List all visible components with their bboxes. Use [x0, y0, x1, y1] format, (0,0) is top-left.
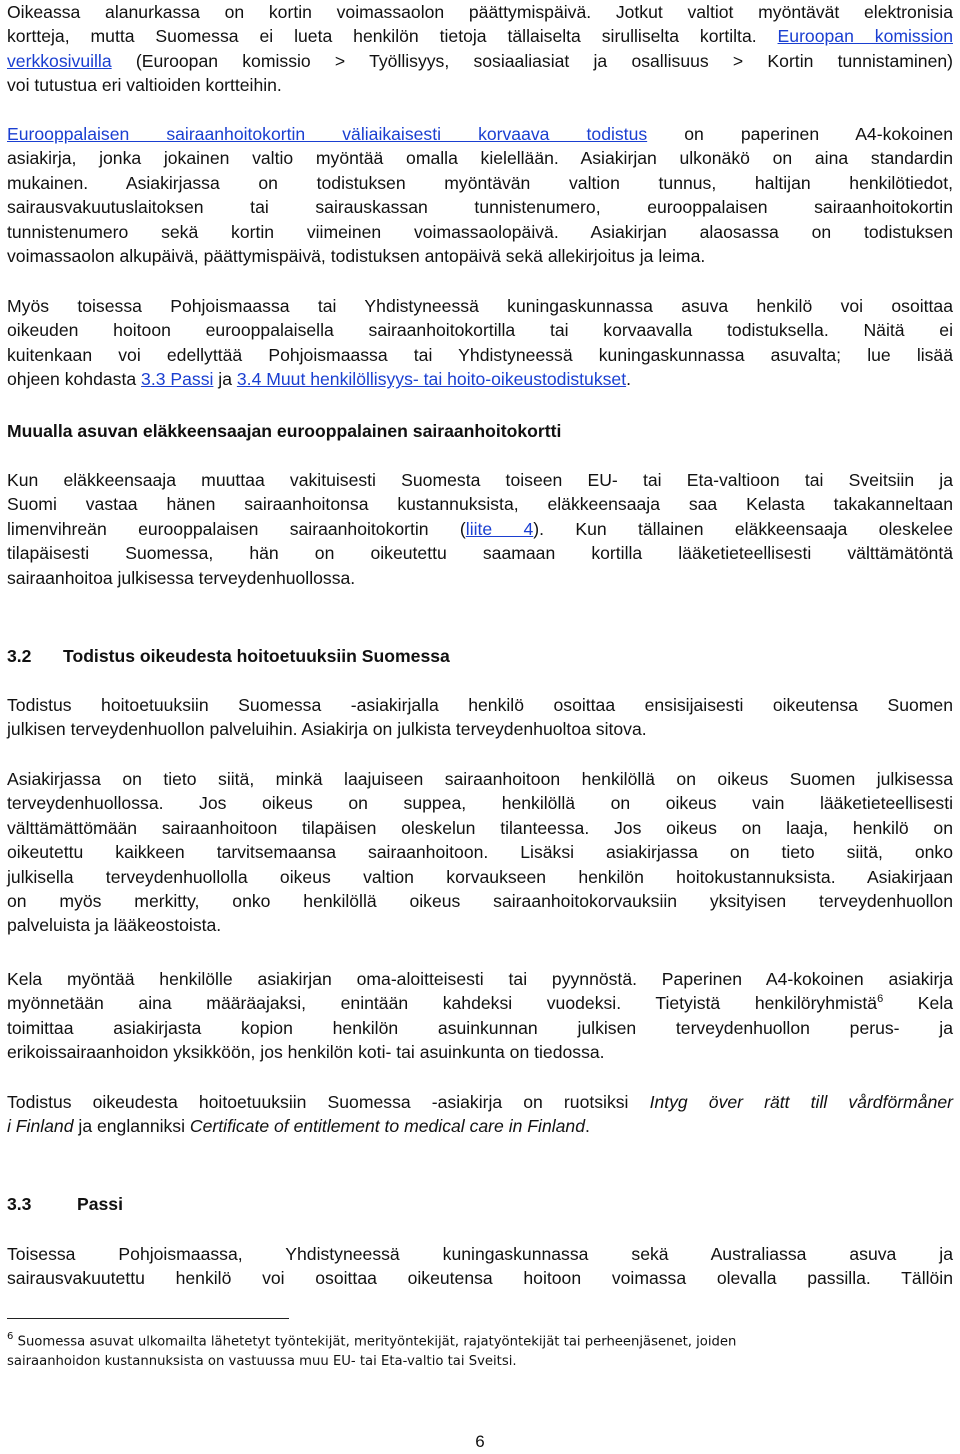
text-line: Oikeassa alanurkassa on kortin voimassaolon päättymispäivä. Jotkut valtiot myöntävät elektronisia — [7, 2, 953, 22]
text-line — [7, 122, 953, 146]
text-line: sairausvakuutuslaitoksen tai sairauskassan tunnistenumero, eurooppalaisen sairaanhoitokortin — [7, 197, 953, 218]
text-line: (Euroopan komissio > Työllisyys, sosiaaliasiat ja osallisuus > Kortin tunnistaminen) — [135, 50, 954, 71]
footnote-number: 6 — [7, 1331, 14, 1342]
pensioner-paragraph — [7, 468, 953, 590]
text-line: erikoissairaanhoidon yksikköön, jos henkilön koti- tai asuinkunta on tiedossa. — [7, 1042, 605, 1063]
text-line: sairausvakuutettu henkilö voi osoittaa oikeutensa hoitoon voimassa olevalla passilla. Tällöin — [7, 1268, 953, 1289]
text-line: julkisella terveydenhuollolla oikeus valtion korvaukseen henkilön hoitokustannuksista. Asiakirjaan — [7, 866, 953, 887]
text-line: voi tutustua eri valtioiden kortteihin. — [7, 75, 282, 96]
text-line: Asiakirjassa on tieto siitä, minkä laajuiseen sairaanhoitoon henkilöllä on oikeus Suomen julkisessa — [7, 769, 953, 789]
section-number: 3.2 — [7, 646, 32, 666]
passport-section-link[interactable]: 3.3 Passi — [141, 369, 214, 390]
text-line: ja englanniksi — [78, 1116, 186, 1137]
other-ids-section-link[interactable]: 3.4 Muut henkilöllisyys- tai hoito-oikeustodistukset — [236, 369, 627, 390]
appendix-4-link[interactable]: liite 4 — [465, 518, 534, 539]
s32-paragraph-1 — [7, 693, 953, 742]
text-line: asiakirja, jonka jokainen valtio myöntää omalla kielellään. Asiakirjan ulkonäkö on aina standardin — [7, 148, 953, 169]
text-line — [7, 49, 953, 73]
footnote-line — [7, 1328, 953, 1352]
section-title: Todistus oikeudesta hoitoetuuksiin Suomessa — [63, 646, 450, 666]
text-line — [7, 367, 953, 391]
section-title: Passi — [77, 1194, 123, 1214]
text-line: oikeutettu kaikkeen tarvitsemaansa sairaanhoitoon. Lisäksi asiakirjassa on tieto siitä, onko — [7, 842, 953, 863]
footnote — [7, 1328, 953, 1372]
eu-website-link[interactable]: verkkosivuilla — [7, 50, 112, 71]
text-line: ). Kun tällainen eläkkeensaaja oleskelee — [533, 518, 954, 539]
text-line — [7, 1114, 953, 1138]
replacement-certificate-link[interactable]: Eurooppalaisen sairaanhoitokortin väliaikaisesti korvaava todistus — [7, 124, 648, 144]
s32-paragraph-3 — [7, 967, 953, 1065]
text-line — [7, 991, 953, 1015]
text-line: limenvihreän eurooppalaisen sairaanhoitokortin ( — [7, 518, 466, 539]
text-line: ohjeen kohdasta — [7, 369, 137, 390]
text-line: terveydenhuollossa. Jos oikeus on suppea, henkilöllä on oikeus vain lääketieteellisesti — [7, 793, 953, 814]
s32-paragraph-4 — [7, 1090, 953, 1139]
nordic-paragraph — [7, 294, 953, 392]
footnote-reference[interactable]: 6 — [877, 993, 884, 1006]
certificate-paragraph — [7, 122, 953, 268]
text-line: Kun eläkkeensaaja muuttaa vakituisesti Suomesta toiseen EU- tai Eta-valtioon tai Sveitsiin ja — [7, 470, 953, 490]
text-line: mukainen. Asiakirjassa on todistuksen myöntävän valtion tunnus, haltijan henkilötiedot, — [7, 172, 953, 193]
section-number: 3.3 — [7, 1194, 32, 1214]
swedish-title: Intyg över rätt till vårdförmåner — [649, 1092, 953, 1112]
text-line: toimittaa asiakirjasta kopion henkilön asuinkunnan julkisen terveydenhuollon perus- ja — [7, 1017, 953, 1038]
text-line: . — [626, 369, 631, 390]
section-3-3-heading — [7, 1194, 123, 1215]
text-line: voimassaolon alkupäivä, päättymispäivä, todistuksen antopäivä sekä allekirjoitus ja leima. — [7, 246, 706, 267]
text-line: Suomi vastaa hänen sairaanhoitonsa kustannuksista, eläkkeensaaja saa Kelasta takakanneltaan — [7, 494, 953, 515]
english-title: Certificate of entitlement to medical care in Finland — [189, 1116, 585, 1137]
text-line: ja — [218, 369, 232, 390]
intro-paragraph — [7, 0, 953, 98]
text-line: tilapäisesti Suomessa, hän on oikeutettu saamaan kortilla lääketieteellisesti välttämätöntä — [7, 543, 953, 564]
section-3-2-heading — [7, 646, 450, 667]
swedish-title-end: i Finland — [7, 1116, 74, 1137]
s32-paragraph-2 — [7, 767, 953, 938]
text-line — [7, 24, 953, 48]
text-line: välttämättömään sairaanhoitoon tilapäisen oleskelun tilanteessa. Jos oikeus on laaja, henkilö on — [7, 817, 953, 838]
footnote-text: Suomessa asuvat ulkomailta lähetetyt työntekijät, merityöntekijät, rajatyöntekijät tai perheenjäsenet, joiden — [17, 1334, 737, 1350]
s33-paragraph — [7, 1242, 953, 1291]
pensioner-heading: Muualla asuvan eläkkeensaajan eurooppalainen sairaanhoitokortti — [7, 421, 562, 441]
text-line: Kela — [917, 993, 954, 1014]
text-line: myönnetään aina määräajaksi, enintään kahdeksi vuodeksi. Tietyistä henkilöryhmistä — [7, 993, 878, 1014]
text-line: kortteja, mutta Suomessa ei lueta henkilön tietoja tällaiselta sirulliselta kortilta. — [7, 26, 757, 47]
footnote-divider — [7, 1318, 289, 1319]
text-line: palveluista ja lääkeostoista. — [7, 915, 222, 936]
text-line — [7, 1090, 953, 1114]
text-line: Myös toisessa Pohjoismaassa tai Yhdistyneessä kuningaskunnassa asuva henkilö voi osoittaa — [7, 296, 953, 316]
text-line: Todistus hoitoetuuksiin Suomessa -asiakirjalla henkilö osoittaa ensisijaisesti oikeutensa Suomen — [7, 695, 953, 715]
text-line: sairaanhoitoa julkisessa terveydenhuollossa. — [7, 567, 356, 588]
footnote-line: sairaanhoidon kustannuksista on vastuussa muu EU- tai Eta-valtio tai Sveitsi. — [7, 1354, 517, 1370]
text-line — [7, 517, 953, 541]
text-line: julkisen terveydenhuollon palveluihin. Asiakirja on julkista terveydenhuoltoa sitova. — [7, 719, 647, 740]
page-number: 6 — [475, 1432, 485, 1451]
text-line: Kela myöntää henkilölle asiakirjan oma-aloitteisesti tai pyynnöstä. Paperinen A4-kokoinen asiakirja — [7, 969, 953, 989]
text-line: tunnistenumero sekä kortin viimeinen voimassaolopäivä. Asiakirjan alaosassa on todistuksen — [7, 221, 953, 242]
eu-commission-link[interactable]: Euroopan komission — [777, 26, 953, 47]
text-line: Toisessa Pohjoismaassa, Yhdistyneessä kuningaskunnassa sekä Australiassa asuva ja — [7, 1244, 953, 1264]
text-line: oikeuden hoitoon eurooppalaisella sairaanhoitokortilla tai korvaavalla todistuksella. Näitä ei — [7, 320, 953, 341]
text-line: on myös merkitty, onko henkilöllä oikeus sairaanhoitokorvauksiin yksityisen terveydenhuollon — [7, 891, 953, 912]
text-line: kuitenkaan voi edellyttää Pohjoismaassa tai Yhdistyneessä kuningaskunnassa asuvalta; lue lisää — [7, 344, 953, 365]
text-line: on paperinen A4-kokoinen — [684, 124, 953, 144]
text-line: Todistus oikeudesta hoitoetuuksiin Suomessa -asiakirja on ruotsiksi — [7, 1092, 629, 1112]
text-line: . — [585, 1116, 590, 1137]
